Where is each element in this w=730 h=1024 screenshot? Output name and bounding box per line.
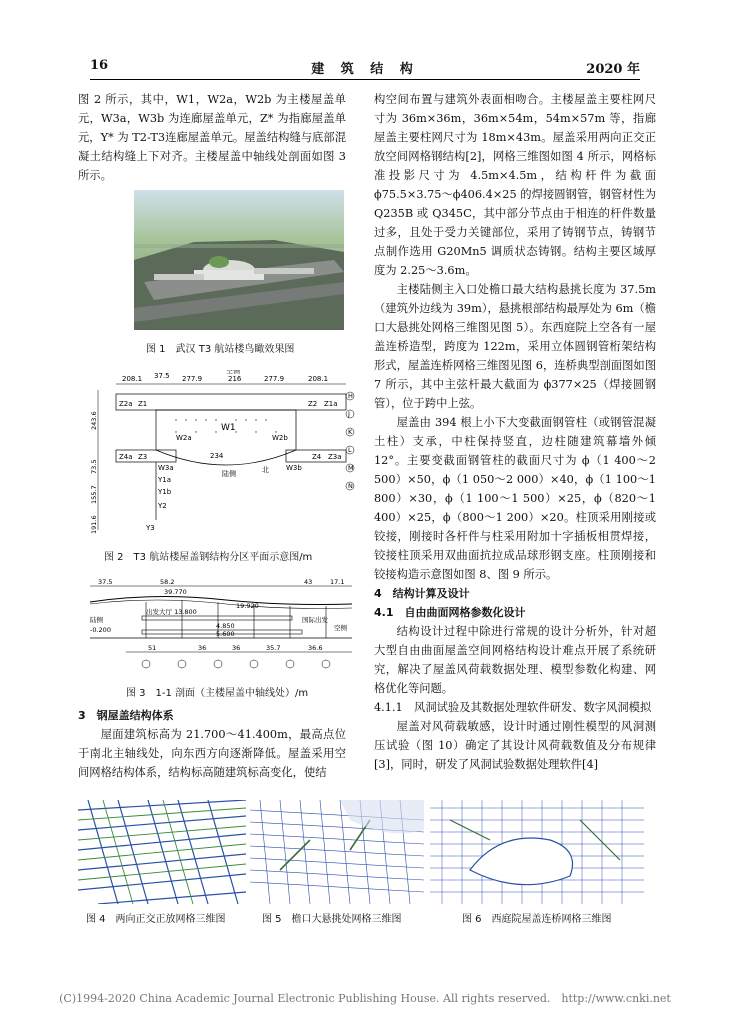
figure-5-grid-image [250,800,424,904]
plan-unit-z2: Z2 [308,400,318,408]
section-dim-6: 19.920 [236,602,259,610]
section-label-4850: 4.850 [216,622,235,630]
section-label-departure-hall: 出发大厅 13.800 [146,608,197,616]
figure-6-grid-image [430,800,644,904]
section-dim-5: 17.1 [330,578,345,586]
plan-dim-4: 216 [228,375,242,383]
plan-axis-m: M [348,464,354,472]
section-3-heading: 3 钢屋盖结构体系 [78,709,174,722]
plan-unit-z2a: Z2a [119,400,133,408]
plan-unit-w3a: W3a [158,464,174,472]
plan-unit-z4: Z4 [312,453,322,461]
plan-unit-w3b: W3b [286,464,302,472]
page-header [90,56,640,80]
section-4-heading: 4 结构计算及设计 [374,587,470,600]
right-paragraph-1: 构空间布置与建筑外表面相吻合。主楼屋盖主要柱网尺寸为 36m×36m，36m×54m，54m×57m 等，指廊屋盖主要柱网尺寸为 18m×43m。屋盖采用两向正交正放空间网格钢结构[2]，网格三维图如图 4 所示，网格标准投影尺寸为 4.5m×4.5m，结构杆件为截面 ϕ75.5×3.75～ϕ406.4×25 的焊接圆钢管，钢管材性为 Q235B 或 Q345C，其中部分节点由于相连的杆件数量过多，且处于受力关键部位，采用了铸钢节点，铸钢节点制作选用 G20Mn5 调质状态铸钢。结构主要区域厚度为 2.25～3.6m。 [374,93,656,277]
right-column [374,90,656,774]
plan-unit-z4a: Z4a [119,453,133,461]
plan-unit-w2b: W2b [272,434,288,442]
plan-left-dim-1: 243.6 [90,411,98,430]
plan-axis-n: N [348,482,353,490]
plan-label-landside: 陆侧 [222,470,236,478]
plan-unit-y2: Y2 [158,502,167,510]
plan-dim-6: 208.1 [308,375,329,383]
figure-1-caption: 图 1 武汉 T3 航站楼鸟瞰效果图 [146,344,295,355]
section-dim-2: 58.2 [160,578,175,586]
right-paragraph-4: 结构设计过程中除进行常规的设计分析外，针对超大型自由曲面屋盖空间网格结构设计难点开展了系统研究，解决了屋盖风荷载数据处理、模型参数化构建、网格优化等问题。 [374,625,656,695]
section-bottom-dim-5: 36.6 [308,644,323,652]
journal-title: 建 筑 结 构 [311,62,419,77]
plan-unit-z1: Z1 [138,400,148,408]
section-bottom-dim-1: 51 [148,644,157,652]
figure-4-caption: 图 4 两向正交正放网格三维图 [86,914,226,925]
plan-axis-h: H [348,392,353,400]
right-paragraph-2: 主楼陆侧主入口处檐口最大结构悬挑长度为 37.5m（建筑外边线为 39m），悬挑根部结构最厚处为 6m（檐口大悬挑处网格三维图见图 5）。东西庭院上空各有一屋盖连桥造型，跨度为 122m，采用立体圆钢管桁架结构形式，屋盖连桥网格三维图见图 6，连桥典型剖面图如图 7 所示，其中主弦杆最大截面为 ϕ377×25（焊接圆钢管），位于跨中上弦。 [374,283,656,410]
figure-4-grid-image [78,800,246,904]
plan-dim-5: 277.9 [264,375,285,383]
plan-left-dim-3: 155.7 [90,485,98,504]
journal-year: 2020 年 [586,62,640,77]
left-paragraph-1: 图 2 所示，其中，W1，W2a，W2b 为主楼屋盖单元，W3a，W3b 为连廊屋盖单元，Z* 为指廊屋盖单元，Y* 为 T2-T3连廊屋盖单元。屋盖结构缝与底部混凝土结构缝上下对齐。主楼屋盖中轴线处剖面如图 3 所示。 [78,93,346,182]
figure-3-section-diagram [86,578,356,676]
plan-dim-234: 234 [210,452,224,460]
plan-dim-3: 277.9 [182,375,203,383]
left-column-section-3 [78,706,346,782]
plan-axis-k: K [348,428,353,436]
plan-unit-y1b: Y1b [158,488,172,496]
plan-unit-w1: W1 [221,423,236,433]
plan-unit-w2a: W2a [176,434,192,442]
section-label-airside: 空侧 [334,624,347,632]
plan-label-airside: 空侧 [226,370,240,375]
plan-unit-y3: Y3 [146,524,155,532]
plan-axis-j: J [348,410,350,418]
plan-label-north: 北 [262,466,269,474]
figure-5-caption: 图 5 檐口大悬挑处网格三维图 [262,914,402,925]
section-label-landside: 陆侧 [90,616,103,624]
copyright-footer: (C)1994-2020 China Academic Journal Electronic Publishing House. All rights reserved. http://www.cnki.net [59,992,671,1005]
plan-axis-l: L [348,446,352,454]
plan-dim-1: 208.1 [122,375,143,383]
section-bottom-dim-4: 35.7 [266,644,281,652]
plan-left-dim-4: 191.6 [90,515,98,534]
left-column [78,90,346,185]
plan-unit-z3: Z3 [138,453,148,461]
section-dim-3: 39.770 [164,588,187,596]
section-dim-1: 37.5 [98,578,113,586]
figure-3-caption: 图 3 1-1 剖面（主楼屋盖中轴线处）/m [126,688,309,699]
plan-dim-2: 37.5 [154,372,170,380]
page-number: 16 [90,58,109,73]
left-paragraph-2: 屋面建筑标高为 21.700～41.400m，最高点位于南北主轴线处，向东西方向逐渐降低。屋盖采用空间网格结构体系，结构标高随建筑标高变化，使结 [78,728,346,779]
section-bottom-dim-3: 36 [232,644,241,652]
section-4-1-heading: 4.1 自由曲面网格参数化设计 [374,606,526,619]
figure-1-aerial-image [134,190,344,330]
section-bottom-dim-2: 36 [198,644,207,652]
section-4-1-1-heading: 4.1.1 风洞试验及其数据处理软件研发、数字风洞模拟 [374,701,652,714]
plan-unit-z1a: Z1a [324,400,338,408]
figure-2-caption: 图 2 T3 航站楼屋盖钢结构分区平面示意图/m [104,552,313,563]
right-paragraph-3: 屋盖由 394 根上小下大变截面钢管柱（或钢管混凝土柱）支承，中柱保持竖直，边柱随建筑幕墙外倾 12°。主要变截面钢管柱的截面尺寸为 ϕ（1 400～2 500）×50，ϕ（1 050～2 000）×40，ϕ（1 100～1 800）×30，ϕ（1 100～1 500）×25，ϕ（820～1 400）×25，ϕ（800～1 200）×20。柱顶采用刚接或铰接，刚接时各杆件与柱采用附加十字插板相贯焊接，铰接柱顶采用双曲面抗拉成品球形钢支座。柱顶刚接和铰接构造示意图如图 8、图 9 所示。 [374,416,656,581]
section-label-5600: 5.600 [216,630,235,638]
section-dim-4: 43 [304,578,313,586]
plan-unit-y1a: Y1a [158,476,172,484]
figure-6-caption: 图 6 西庭院屋盖连桥网格三维图 [462,914,612,925]
right-paragraph-5: 屋盖对风荷载敏感，设计时通过刚性模型的风洞测压试验（图 10）确定了其设计风荷载数值及分布规律[3]，同时，研发了风洞试验数据处理软件[4] [374,720,656,771]
section-label-level: -0.200 [90,626,111,634]
plan-left-dim-2: 73.5 [90,459,98,474]
figure-2-plan-diagram [86,370,356,540]
plan-unit-z3a: Z3a [328,453,342,461]
section-label-intl-departure: 国际出发 [302,616,328,624]
